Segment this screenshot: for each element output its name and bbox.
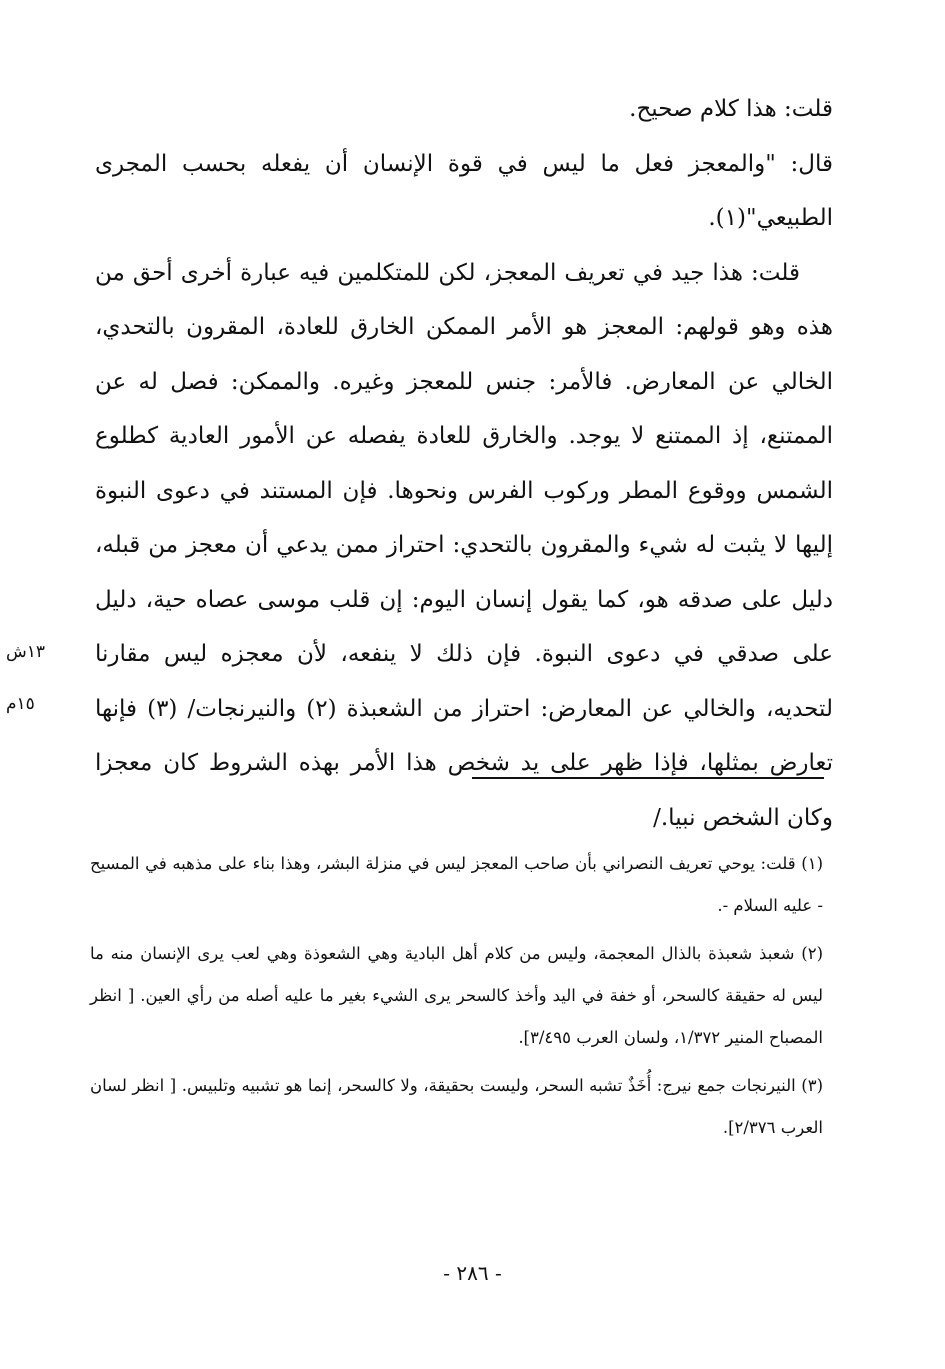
paragraph-1: قلت: هذا كلام صحيح. <box>629 96 833 122</box>
paragraph-2: قال: "والمعجز فعل ما ليس في قوة الإنسان أن يفعله بحسب المجرى الطبيعي"(١). <box>95 150 833 231</box>
footnote-2: (٢) شعبذ شعبذة بالذال المعجمة، وليس من كلام أهل البادية وهي الشعوذة وهي لعب يرى الإنسان منه ما ليس له حقيقة كالسحر، أو خفة في اليد وأخذ كالسحر يرى الشيء بغير ما عليه أصله من رأي العين. [ انظر المصباح المنير ١/٣٧٢، ولسان العرب ٣/٤٩٥]. <box>90 944 823 1047</box>
margin-note-manuscript-m: ١٥م <box>6 694 35 714</box>
paragraph-3: قلت: هذا جيد في تعريف المعجز، لكن للمتكلمين فيه عبارة أخرى أحق من هذه وهو قولهم: المعجز هو الأمر الممكن الخارق للعادة، المقرون بالتحدي، الخالي عن المعارض. فالأمر: جنس للمعجز وغيره. والممكن: فصل له عن الممتنع، إذ الممتنع لا يوجد. والخارق للعادة يفصله عن الأمور العادية كطلوع الشمس ووقوع المطر وركوب الفرس ونحوها. فإن المستند في دعوى النبوة إليها لا يثبت له شيء والمقرون بالتحدي: احتراز ممن يدعي أن معجز من قبله، دليل على صدقه هو، كما يقول إنسان اليوم: إن قلب موسى عصاه حية، دليل على صدقي في دعوى النبوة. فإن ذلك لا ينفعه، لأن معجزه ليس مقارنا لتحديه، والخالي عن المعارض: احتراز من الشعبذة (٢) والنيرنجات/ (٣) فإنها تعارض بمثلها، فإذا ظهر على يد شخص هذا الأمر بهذه الشروط كان معجزا وكان الشخص نبيا./ <box>95 259 833 831</box>
page-number: - ٢٨٦ - <box>443 1261 502 1285</box>
main-text-body <box>95 82 833 845</box>
margin-note-manuscript-sh: ١٣ش <box>6 642 46 662</box>
footnote-3: (٣) النيرنجات جمع نيرج: أُخَذٌ تشبه السحر، وليست بحقيقة، ولا كالسحر، إنما هو تشبيه وتلبيس. [ انظر لسان العرب ٢/٣٧٦]. <box>90 1076 823 1137</box>
footnote-separator <box>472 777 824 779</box>
footnote-1: (١) قلت: يوحي تعريف النصراني بأن صاحب المعجز ليس في منزلة البشر، وهذا بناء على مذهبه في المسيح - عليه السلام -. <box>90 854 823 915</box>
footnotes <box>90 843 823 1155</box>
